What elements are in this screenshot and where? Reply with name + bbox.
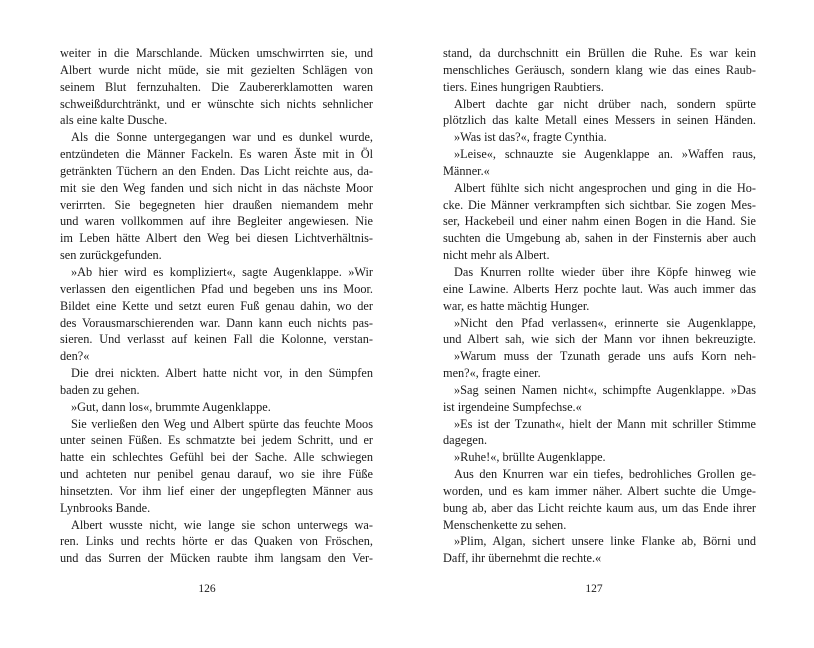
text-line: »Sag seinen Namen nicht«, schimpfte Augenklappe. »Das bbox=[454, 382, 756, 397]
text-line: Die drei nickten. Albert hatte nicht vor, in den Sümpfen bbox=[71, 366, 373, 381]
text-line: Aus den Knurren war ein tiefes, bedrohliches Grollen ge- bbox=[454, 467, 756, 482]
text-line: eine Lawine. Alberts Herz pochte laut. Was auch immer das bbox=[443, 281, 756, 296]
right-page-number: 127 bbox=[585, 583, 603, 595]
left-page-text bbox=[60, 45, 373, 567]
text-line: men?«, fragte einer. bbox=[443, 366, 541, 381]
text-line: »Nicht den Pfad verlassen«, erinnerte sie Augenklappe, bbox=[454, 315, 756, 330]
text-line: seinem Blut fernzuhalten. Die Zaubererklamotten waren bbox=[60, 79, 373, 94]
text-line: als eine kalte Dusche. bbox=[60, 113, 168, 128]
text-line: ser, Hackebeil und einer nahm einen Bogen in die Hand. Sie bbox=[443, 214, 756, 229]
text-line: Als die Sonne untergegangen war und es dunkel wurde, bbox=[71, 130, 373, 145]
text-line: menschliches Geräusch, sondern klang wie das eines Raub- bbox=[443, 62, 756, 77]
text-line: »Ruhe!«, brüllte Augenklappe. bbox=[454, 450, 606, 465]
text-line: hatte ein schlechtes Gefühl bei der Sache. Alle schwiegen bbox=[60, 450, 373, 465]
text-line: sieren. Und verlasst auf keinen Fall die Kolonne, verstan- bbox=[60, 332, 373, 347]
text-line: Lynbrooks Bande. bbox=[60, 500, 151, 515]
text-line: war, es hatte mächtig Hunger. bbox=[443, 298, 590, 313]
text-line: im Leben hätte Albert den Weg bei diesen Lichtverhältnis- bbox=[60, 231, 373, 246]
text-line: ist irgendeine Sumpfechse.« bbox=[443, 399, 582, 414]
text-line: Albert wurde nicht müde, sie mit gezielten Schlägen von bbox=[60, 62, 373, 77]
text-line: cke. Die Männer verkrampften sich sichtbar. Sie zogen Mes- bbox=[443, 197, 756, 212]
text-line: entzündeten die Männer Fackeln. Es waren Äste mit in Öl bbox=[60, 147, 373, 162]
text-line: schweißdurchtränkt, und er wünschte sich nichts sehnlicher bbox=[60, 96, 373, 111]
text-line: dagegen. bbox=[443, 433, 488, 448]
text-line: baden zu gehen. bbox=[60, 382, 140, 397]
text-line: und das Surren der Mücken raubte ihm langsam den Ver- bbox=[60, 551, 373, 566]
text-line: Sie verließen den Weg und Albert spürte das feuchte Moos bbox=[71, 416, 373, 431]
text-line: getränkten Tüchern an den Enden. Das Licht reichte aus, da- bbox=[60, 163, 373, 178]
text-line: Das Knurren rollte wieder über ihre Köpfe hinweg wie bbox=[454, 264, 756, 279]
text-line: Albert wusste nicht, wie lange sie schon unterwegs wa- bbox=[71, 517, 373, 532]
text-line: und achteten nur penibel genau darauf, wo sie ihre Füße bbox=[60, 467, 373, 482]
text-line: stand, da durchschnitt ein Brüllen die Ruhe. Es war kein bbox=[443, 46, 756, 60]
text-line: »Leise«, schnauzte sie Augenklappe an. »Waffen raus, bbox=[454, 147, 756, 162]
text-line: und Albert sah, wie sich der Mann vor ihnen bekreuzigte. bbox=[443, 332, 756, 347]
text-line: und waren vollkommen auf ihre Begleiter angewiesen. Nie bbox=[60, 214, 373, 229]
text-line: unter seinen Füßen. Es schmatzte bei jedem Schritt, und er bbox=[60, 433, 373, 448]
text-line: mit sie den Weg fanden und sich nicht in das nächste Moor bbox=[60, 180, 373, 195]
text-line: weiter in die Marschlande. Mücken umschwirrten sie, und bbox=[60, 46, 373, 60]
text-line: tiers. Eines hungrigen Raubtiers. bbox=[443, 79, 604, 94]
text-line: suchten die Umgebung ab, sahen in der Finsternis aber auch bbox=[443, 231, 756, 246]
text-line: den?« bbox=[60, 349, 90, 364]
text-line: »Gut, dann los«, brummte Augenklappe. bbox=[71, 399, 271, 414]
text-line: Menschenkette zu sehen. bbox=[443, 517, 567, 532]
text-line: Albert dachte gar nicht drüber nach, sondern spürte bbox=[454, 96, 756, 111]
text-line: Männer.« bbox=[443, 163, 490, 178]
text-line: verirrten. Sie begegneten hier draußen niemandem mehr bbox=[60, 197, 373, 212]
text-line: verlassen den eigentlichen Pfad und begeben uns ins Moor. bbox=[60, 281, 373, 296]
text-line: »Es ist der Tzunath«, hielt der Mann mit schriller Stimme bbox=[454, 416, 756, 431]
text-line: des Vorausmarschierenden war. Dann kann euch nichts pas- bbox=[60, 315, 373, 330]
text-line: »Was ist das?«, fragte Cynthia. bbox=[454, 130, 607, 145]
text-line: Albert fühlte sich nicht angesprochen und ging in die Ho- bbox=[454, 180, 756, 195]
text-line: hinsetzten. Vor ihm lief einer der ungepflegten Männer aus bbox=[60, 483, 373, 498]
text-line: bung ab, aber das Licht reichte kaum aus, um das Ende ihrer bbox=[443, 500, 756, 515]
text-line: »Plim, Algan, sichert unsere linke Flanke ab, Börni und bbox=[454, 534, 756, 549]
text-line: Daff, ihr übernehmt die rechte.« bbox=[443, 551, 602, 566]
text-line: »Warum muss der Tzunath gerade uns aufs Korn neh- bbox=[454, 349, 756, 364]
text-line: »Ab hier wird es kompliziert«, sagte Augenklappe. »Wir bbox=[71, 264, 373, 279]
text-line: ren. Links und rechts hörte er das Quaken von Fröschen, bbox=[60, 534, 373, 549]
text-line: nicht mehr als Albert. bbox=[443, 248, 550, 263]
text-line: worden, und es kam immer näher. Albert suchte die Umge- bbox=[443, 483, 756, 498]
text-line: sen zurückgefunden. bbox=[60, 248, 162, 263]
text-line: plötzlich das kalte Metall eines Messers in seinen Händen. bbox=[443, 113, 756, 128]
left-page-number: 126 bbox=[198, 583, 216, 595]
text-line: Bildet eine Kette und setzt euren Fuß genau dahin, wo der bbox=[60, 298, 373, 313]
right-page-text bbox=[443, 45, 756, 567]
